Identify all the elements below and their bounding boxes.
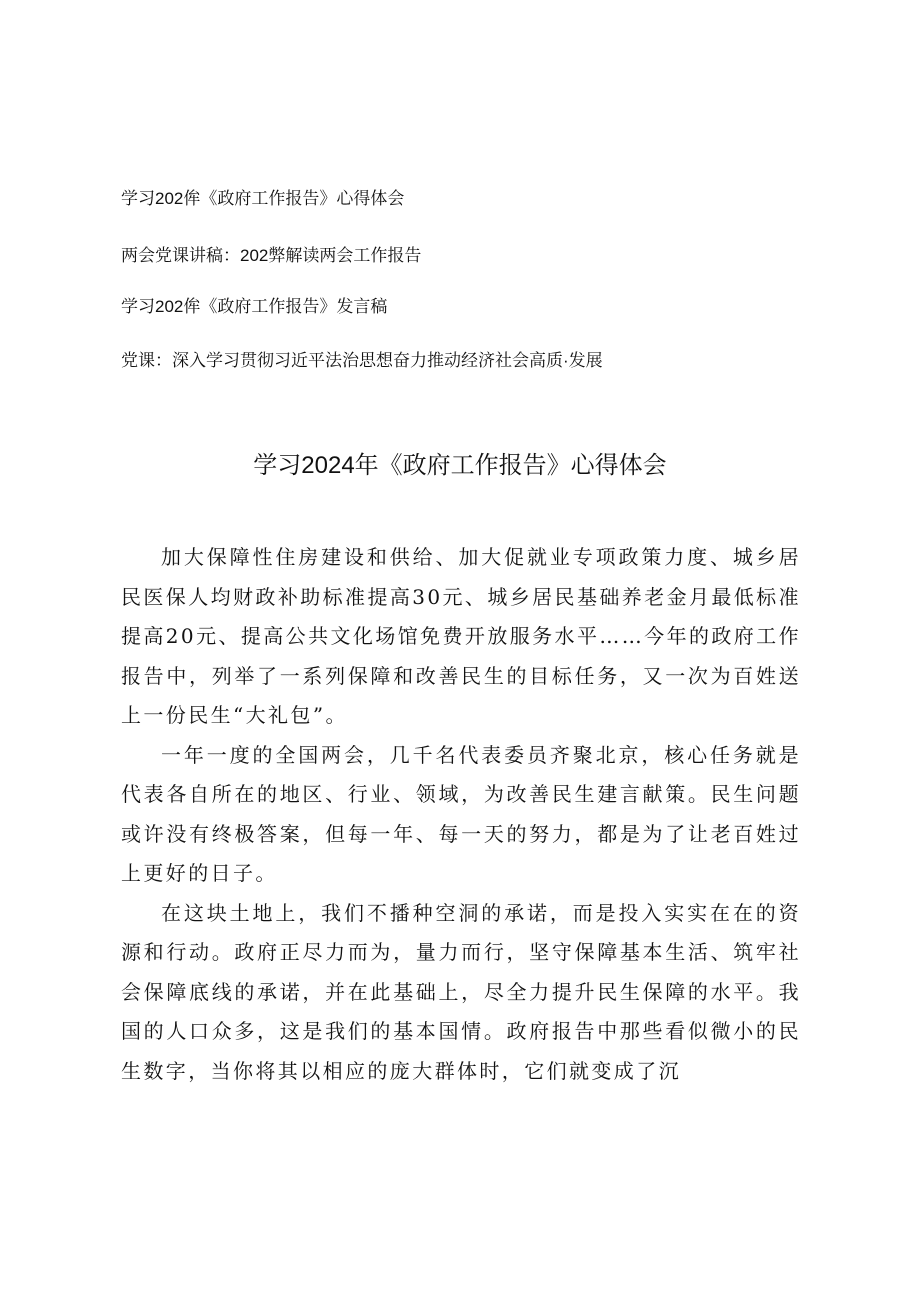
related-article-item[interactable]: 学习202侔《政府工作报告》发言稿: [121, 297, 388, 316]
related-article-item[interactable]: 两会党课讲稿：202弊解读两会工作报告: [121, 246, 422, 265]
article-title: 学习2024年《政府工作报告》心得体会: [253, 452, 667, 479]
related-article-item[interactable]: 学习202侔《政府工作报告》心得体会: [121, 189, 405, 208]
article-paragraph: 一年一度的全国两会，几千名代表委员齐聚北京，核心任务就是代表各自所在的地区、行业、领域，为改善民生建言献策。民生问题或许没有终极答案，但每一年、每一天的努力，都是为了让老百姓过上更好的日子。: [121, 742, 801, 885]
article-body: [121, 538, 801, 1091]
related-article-item[interactable]: 党课：深入学习贯彻习近平法治思想奋力推动经济社会高质·发展: [121, 351, 603, 370]
article-paragraph: 在这块土地上，我们不播种空洞的承诺，而是投入实实在在的资源和行动。政府正尽力而为，量力而行，坚守保障基本生活、筑牢社会保障底线的承诺，并在此基础上，尽全力提升民生保障的水平。我国的人口众多，这是我们的基本国情。政府报告中那些看似微小的民生数字，当你将其以相应的庞大群体时，它们就变成了沉: [121, 900, 801, 1083]
article-paragraph: 加大保障性住房建设和供给、加大促就业专项政策力度、城乡居民医保人均财政补助标准提高30元、城乡居民基础养老金月最低标准提高20元、提高公共文化场馆免费开放服务水平……今年的政府工作报告中，列举了一系列保障和改善民生的目标任务，又一次为百姓送上一份民生“大礼包”。: [121, 545, 801, 727]
